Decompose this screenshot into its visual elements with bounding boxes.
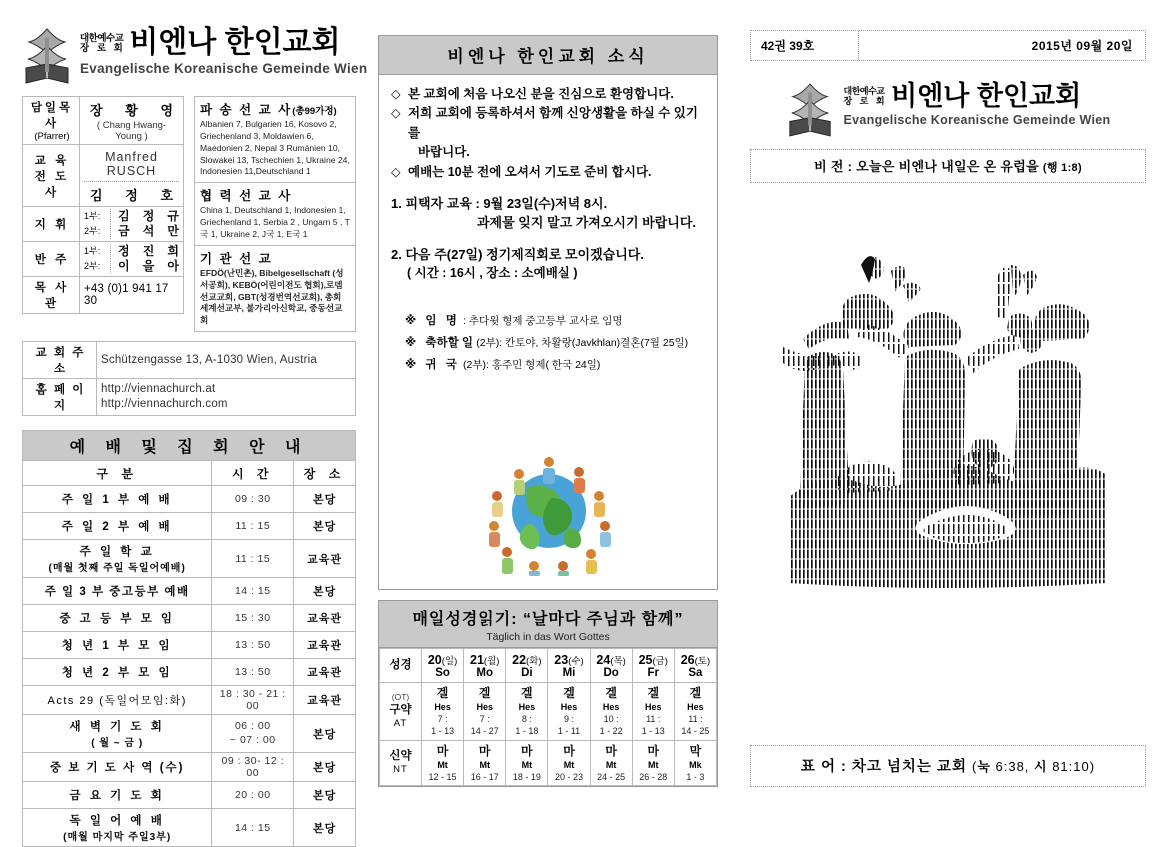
partner-missionary-title: 협 력 선 교 사 <box>200 189 293 204</box>
star-text: (2부): 홍주민 형제( 한국 24일) <box>463 358 601 371</box>
logo-text-block <box>80 28 367 76</box>
schedule-place: 본당 <box>294 782 356 809</box>
bible-nt-cell: 막 Mk 1 - 3 <box>674 740 716 785</box>
masthead-volume-bar <box>750 30 1146 61</box>
homepage-link-1[interactable]: http://viennachurch.at <box>101 382 216 395</box>
table-row <box>23 277 184 314</box>
news-star-item <box>405 333 705 355</box>
news-item-detail: ( 시간 : 16시 , 장소 : 소예배실 ) <box>407 266 578 281</box>
staff-row-value <box>80 97 184 145</box>
bible-day-header: 23(수) Mi <box>548 649 590 683</box>
schedule-place: 교육관 <box>294 632 356 659</box>
conductor-value: 1부: 김 정 규 2부: 금 석 만 <box>80 207 184 242</box>
diamond-marker-icon: ◇ <box>391 87 401 101</box>
bible-reading-subtitle: Täglich in das Wort Gottes <box>486 631 610 643</box>
church-name: 비엔나 한인교회 <box>129 26 341 59</box>
news-panel <box>378 35 718 590</box>
schedule-time: 11 : 15 <box>212 513 294 540</box>
staff-row-label <box>23 97 80 145</box>
table-row <box>23 513 356 540</box>
address-label: 교 회 주 소 <box>23 342 97 379</box>
table-row <box>23 207 184 242</box>
motto-text: 차고 넘치는 교회 <box>851 759 967 775</box>
table-row <box>23 540 356 578</box>
worship-schedule-table <box>22 430 356 847</box>
denomination-label: 대한예수교 장 로 회 <box>843 86 888 106</box>
issue-date: 2015년 09월 20일 <box>1031 39 1133 53</box>
motto-bar <box>750 745 1146 787</box>
pastor-romanized: ( Chang Hwang-Young ) <box>96 119 167 142</box>
pastor-name: 장 황 영 <box>90 102 173 118</box>
church-logo-header <box>22 26 368 84</box>
bible-ot-label: (OT) 구약 AT <box>380 683 422 741</box>
news-item-text: 다음 주(27일) 정기제직회로 모이겠습니다. <box>405 246 644 262</box>
church-logo-icon <box>22 28 72 84</box>
table-row <box>23 659 356 686</box>
agency-mission-body: EFDÖ(난민촌), Bibelgesellschaft (성서공회), KEBÖ(어린이전도 협회),로뎀선교교회, GBT(성경번역선교회), 총회 세계선교부, 불가리아신학교, 중동선교회 <box>200 267 344 326</box>
church-name: 비엔나 한인교회 <box>891 81 1082 111</box>
motto-reference: (눅 6:38, 시 81:10) <box>971 759 1096 774</box>
schedule-time: 20 : 00 <box>212 782 294 809</box>
bible-header-row <box>380 649 717 683</box>
diamond-text: 저희 교회에 등록하셔서 함께 신앙생활을 하실 수 있기를 바랍니다. <box>408 106 698 160</box>
schedule-time: 13 : 50 <box>212 659 294 686</box>
bible-day-header: 22(화) Di <box>506 649 548 683</box>
table-row <box>23 605 356 632</box>
schedule-name: 중 보 기 도 사 역 (수) <box>23 753 212 782</box>
news-item-subtext: 과제물 잊지 말고 가져오시기 바랍니다. <box>477 215 696 231</box>
schedule-time: 09 : 30 <box>212 486 294 513</box>
bible-ot-cell: 겔 Hes 9 : 1 - 11 <box>548 683 590 741</box>
schedule-name: 중 고 등 부 모 임 <box>23 605 212 632</box>
news-star-item <box>405 311 705 333</box>
bible-nt-label: 신약 NT <box>380 740 422 785</box>
schedule-time: 09 : 30- 12 : 00 <box>212 753 294 782</box>
bible-day-header: 24(목) Do <box>590 649 632 683</box>
bible-nt-cell: 마 Mt 16 - 17 <box>464 740 506 785</box>
bible-day-header: 26(토) Sa <box>674 649 716 683</box>
hatched-forest-illustration <box>750 199 1146 619</box>
masthead-logo <box>750 83 1146 139</box>
bible-reading-title: 매일성경읽기: “날마다 주님과 함께” <box>412 611 684 628</box>
church-german-name: Evangelische Koreanische Gemeinde Wien <box>843 113 1111 127</box>
partner-missionary-box <box>194 183 356 246</box>
bible-day-header: 20(일) So <box>422 649 464 683</box>
schedule-time: 18 : 30 - 21 : 00 <box>212 686 294 715</box>
star-text: : 추다윗 형제 중고등부 교사로 임명 <box>463 315 623 327</box>
staff-table-wrap <box>22 96 184 332</box>
volume-number: 42권 39호 <box>751 31 859 60</box>
bible-ot-cell: 겔 Hes 7 : 14 - 27 <box>464 683 506 741</box>
vision-text: 오늘은 비엔나 내일은 온 유럽을 <box>856 159 1039 174</box>
staff-row-label: 목 사 관 <box>23 277 80 314</box>
schedule-place: 본당 <box>294 715 356 753</box>
staff-table <box>22 96 184 314</box>
table-row <box>23 753 356 782</box>
news-numbered-item <box>391 245 707 283</box>
info-section <box>22 96 356 332</box>
bible-nt-row <box>380 740 717 785</box>
table-row <box>23 379 356 416</box>
table-row <box>23 809 356 847</box>
bible-nt-cell: 마 Mt 18 - 19 <box>506 740 548 785</box>
schedule-name: 주 일 1 부 예 배 <box>23 486 212 513</box>
news-star-block <box>405 311 705 377</box>
homepage-link-2[interactable]: http://viennachurch.com <box>101 398 228 411</box>
schedule-place: 본당 <box>294 513 356 540</box>
schedule-name: 금 요 기 도 회 <box>23 782 212 809</box>
schedule-time: 15 : 30 <box>212 605 294 632</box>
schedule-title: 예 배 및 집 회 안 내 <box>23 431 356 461</box>
schedule-place: 교육관 <box>294 540 356 578</box>
bible-reading-table <box>379 648 717 786</box>
news-item-text: 피택자 교육 : 9월 23일(수)저녁 8시. <box>405 195 608 211</box>
table-row <box>23 242 184 277</box>
news-diamond-item <box>391 104 707 162</box>
diamond-marker-icon: ◇ <box>391 106 401 121</box>
denomination-label: 대한예수교 장 로 회 <box>80 33 126 55</box>
educator-name: 김 정 호 <box>90 188 173 203</box>
schedule-place: 본당 <box>294 753 356 782</box>
news-item-number: 1. <box>391 195 402 211</box>
table-row <box>23 145 184 207</box>
schedule-name: 독 일 어 예 배 (매월 마지막 주일3부) <box>23 809 212 847</box>
table-row <box>23 686 356 715</box>
schedule-name: 주 일 2 부 예 배 <box>23 513 212 540</box>
schedule-name: Acts 29 (독일어모임:화) <box>23 686 212 715</box>
schedule-place: 본당 <box>294 486 356 513</box>
middle-column <box>378 35 718 787</box>
diamond-text: 본 교회에 처음 나오신 분을 진심으로 환영합니다. <box>408 87 674 101</box>
table-row <box>23 342 356 379</box>
bible-ot-cell: 겔 Hes 8 : 1 - 18 <box>506 683 548 741</box>
staff-row-label: 반 주 <box>23 242 80 277</box>
bible-nt-cell: 마 Mt 26 - 28 <box>632 740 674 785</box>
logo-text-block <box>844 83 1111 127</box>
schedule-col-place: 장 소 <box>294 461 356 486</box>
educator-latin-name: Manfred RUSCH <box>105 150 158 178</box>
star-label: 임 명 <box>425 315 460 327</box>
table-row <box>23 782 356 809</box>
globe-people-icon <box>479 436 619 576</box>
news-title: 비엔나 한인교회 소식 <box>379 36 717 75</box>
bible-ot-cell: 겔 Hes 10 : 1 - 22 <box>590 683 632 741</box>
schedule-place: 교육관 <box>294 659 356 686</box>
bible-ot-cell: 겔 Hes 7 : 1 - 13 <box>422 683 464 741</box>
schedule-col-name: 구 분 <box>23 461 212 486</box>
schedule-header-row <box>23 461 356 486</box>
dispatch-missionary-title: 파 송 선 교 사(총99가정) <box>200 103 337 117</box>
news-numbered-item <box>391 194 707 233</box>
staff-row-value <box>80 145 184 207</box>
parsonage-phone: +43 (0)1 941 17 30 <box>80 277 184 314</box>
news-star-item <box>405 355 705 377</box>
missionary-panel <box>194 96 356 332</box>
star-label: 귀 국 <box>425 358 460 371</box>
vision-statement <box>750 149 1146 183</box>
schedule-time: 14 : 15 <box>212 809 294 847</box>
bible-reading-header <box>379 601 717 648</box>
bible-nt-cell: 마 Mt 12 - 15 <box>422 740 464 785</box>
bible-day-header: 25(금) Fr <box>632 649 674 683</box>
news-body <box>379 75 717 283</box>
table-row <box>23 486 356 513</box>
address-value: Schützengasse 13, A-1030 Wien, Austria <box>97 342 356 379</box>
bible-nt-cell: 마 Mt 24 - 25 <box>590 740 632 785</box>
schedule-col-time: 시 간 <box>212 461 294 486</box>
diamond-marker-icon: ◇ <box>391 164 401 179</box>
star-label: 축하할 일 <box>425 336 474 349</box>
bible-reading-panel <box>378 600 718 787</box>
agency-mission-box <box>194 246 356 332</box>
bible-corner-label: 성경 <box>380 649 422 683</box>
diamond-text: 예배는 10분 전에 오셔서 기도로 준비 합시다. <box>408 164 652 179</box>
schedule-name: 청 년 2 부 모 임 <box>23 659 212 686</box>
table-row <box>23 632 356 659</box>
vision-label: 비 전 : <box>814 159 853 174</box>
star-marker-icon: ※ <box>405 336 417 349</box>
schedule-place: 본당 <box>294 809 356 847</box>
schedule-name: 청 년 1 부 모 임 <box>23 632 212 659</box>
star-text: (2부): 칸토야, 차활랑(Javkhlan)결혼(7월 25일) <box>476 336 689 349</box>
contact-table <box>22 341 356 416</box>
partner-missionary-body: China 1, Deutschland 1, Indonesien 1, Griechenland 1, Serbia 2 , Ungarn 5 , T국 1, Ukraine 2, J국 1, E국 1 <box>200 205 350 240</box>
schedule-time: 13 : 50 <box>212 632 294 659</box>
staff-label-sub: (Pfarrer) <box>34 131 70 142</box>
bible-ot-cell: 겔 Hes 11 : 14 - 25 <box>674 683 716 741</box>
news-diamond-item <box>391 163 707 182</box>
motto-label: 표 어 : <box>800 759 847 775</box>
table-row <box>23 578 356 605</box>
bible-ot-cell: 겔 Hes 11 : 1 - 13 <box>632 683 674 741</box>
schedule-time: 14 : 15 <box>212 578 294 605</box>
right-column <box>750 30 1146 775</box>
schedule-name: 주 일 3 부 중고등부 예배 <box>23 578 212 605</box>
news-diamond-item <box>391 85 707 104</box>
homepage-label: 홈 페 이 지 <box>23 379 97 416</box>
schedule-title-row <box>23 431 356 461</box>
schedule-time: 11 : 15 <box>212 540 294 578</box>
church-german-name: Evangelische Koreanische Gemeinde Wien <box>80 61 368 76</box>
star-marker-icon: ※ <box>405 358 417 371</box>
bible-nt-cell: 마 Mt 20 - 23 <box>548 740 590 785</box>
agency-mission-title: 기 관 선 교 <box>200 251 273 266</box>
table-row <box>23 715 356 753</box>
schedule-name: 새 벽 기 도 회 ( 월 ~ 금 ) <box>23 715 212 753</box>
table-row <box>23 97 184 145</box>
schedule-time: 06 : 00 ~ 07 : 00 <box>212 715 294 753</box>
dispatch-missionary-body: Albanien 7, Bulgarien 16, Kosovo 2, Griechenland 3, Moldawien 6, Maedonien 2, Nepal 3 Rumänien 10, Slowakei 13, Tschechien 1, Ukraine 24, Indonesien 11,Deutschland 1 <box>200 119 350 177</box>
news-item-number: 2. <box>391 246 402 262</box>
church-logo-icon <box>786 83 836 139</box>
dispatch-missionary-box <box>194 96 356 183</box>
vision-reference: (행 1:8) <box>1042 162 1082 174</box>
bible-ot-row <box>380 683 717 741</box>
homepage-value <box>97 379 356 416</box>
staff-row-label: 지 휘 <box>23 207 80 242</box>
schedule-name: 주 일 학 교 (매월 첫째 주일 독일어예배) <box>23 540 212 578</box>
staff-label-text: 담일목사 <box>30 102 74 130</box>
accompanist-value: 1부: 정 진 희 2부: 이 을 아 <box>80 242 184 277</box>
schedule-place: 교육관 <box>294 605 356 632</box>
staff-row-label: 교 육 전 도 사 <box>23 145 80 207</box>
star-marker-icon: ※ <box>405 315 417 327</box>
schedule-place: 교육관 <box>294 686 356 715</box>
bible-day-header: 21(월) Mo <box>464 649 506 683</box>
left-column <box>22 26 368 847</box>
schedule-place: 본당 <box>294 578 356 605</box>
